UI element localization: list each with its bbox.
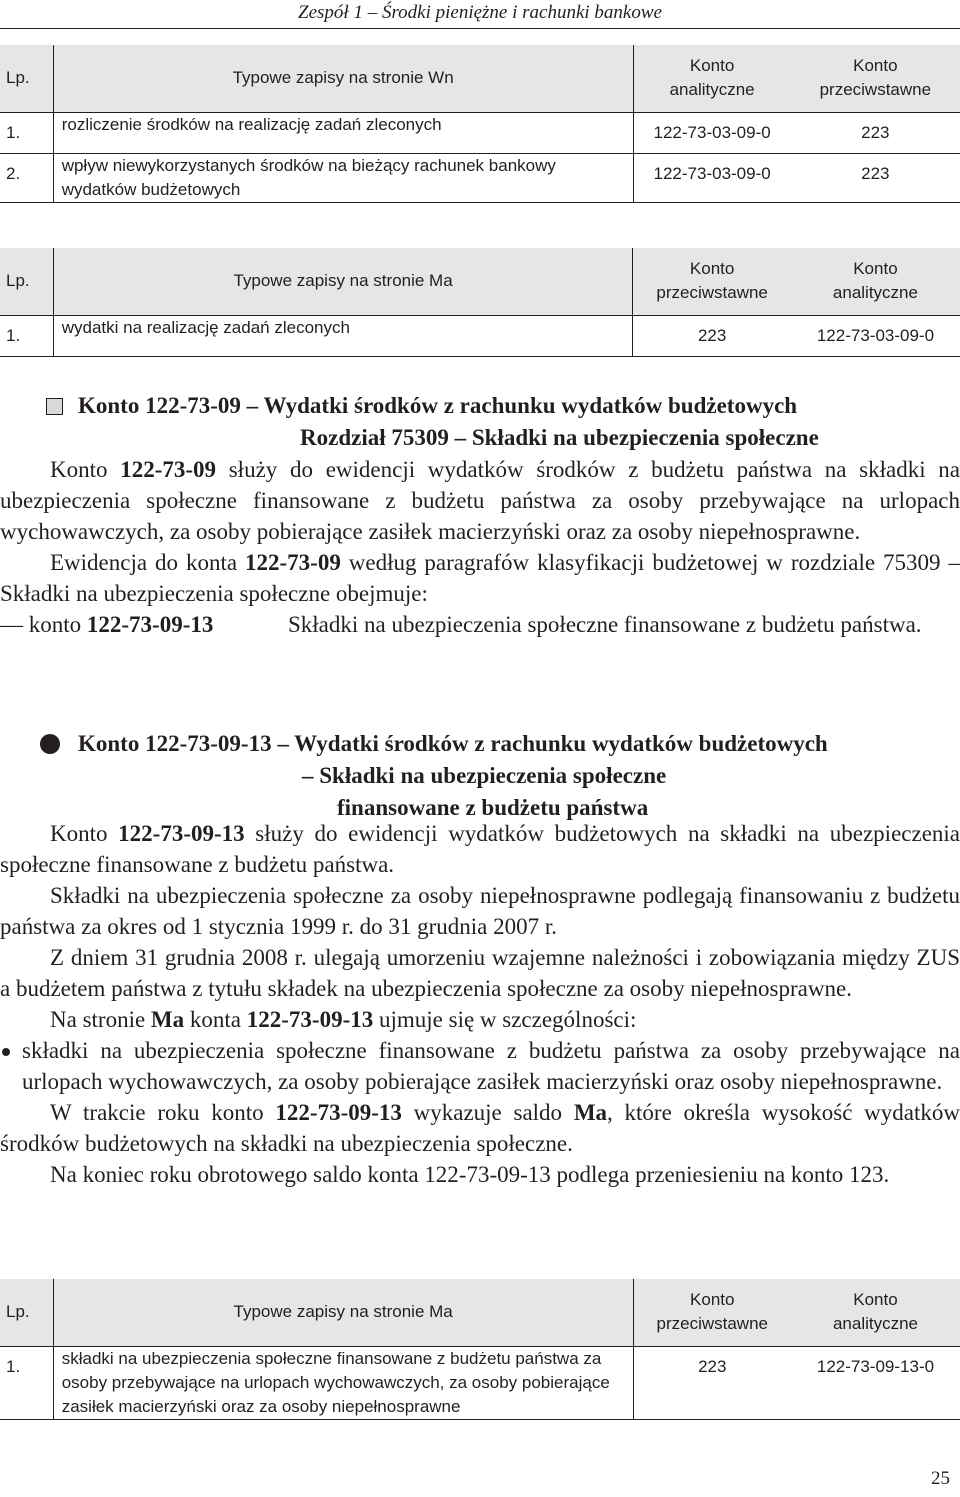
- col-k2-line1: Konto: [853, 56, 898, 76]
- col-k2-header: [791, 248, 960, 315]
- col-desc-header: Typowe zapisy na stronie Ma: [53, 248, 633, 315]
- row-lp: 1.: [0, 112, 53, 153]
- section2-bullet-item: [0, 1035, 960, 1097]
- section2-heading-line3: finansowane z budżetu państwa: [337, 795, 649, 820]
- section2-heading-line2: – Składki na ubezpieczenia społeczne: [302, 763, 667, 788]
- row-lp: 2.: [0, 153, 53, 202]
- text: W trakcie roku konto: [50, 1100, 276, 1125]
- square-bullet-icon: [46, 398, 63, 415]
- text: ujmuje się w szczególności:: [373, 1007, 637, 1032]
- col-lp-header: Lp.: [0, 1279, 53, 1346]
- col-k2-header: [791, 45, 960, 112]
- col-k2-line1: Konto: [853, 1290, 898, 1310]
- col-k2-line2: analityczne: [832, 1314, 919, 1334]
- row-k1: 122-73-03-09-0: [633, 153, 791, 202]
- text: służy do ewidencji wydatków budżetowych na składki na ubezpieczenia społeczne finansowane z budżetu państwa.: [0, 821, 960, 877]
- row-lp: 1.: [0, 1346, 53, 1419]
- col-k1-header: [633, 1279, 791, 1346]
- col-desc-header: Typowe zapisy na stronie Wn: [53, 45, 633, 112]
- row-lp: 1.: [0, 315, 53, 356]
- col-k2-line2: analityczne: [832, 283, 918, 303]
- text: według paragrafów klasyfikacji budżetowej w rozdziale 75309 – Składki na ubezpieczenia społeczne obejmuje:: [0, 550, 960, 606]
- text: , które określa wysokość wydatków środków budżetowych na składki na ubezpieczenia społeczne.: [0, 1100, 960, 1156]
- text: Konto: [50, 457, 121, 482]
- header-rule: [0, 28, 960, 29]
- col-k1-line1: Konto: [690, 1290, 735, 1310]
- section2-paragraph-6: Na koniec roku obrotowego saldo konta 122-73-09-13 podlega przeniesieniu na konto 123.: [50, 1162, 890, 1187]
- section2-paragraph-4: [0, 1004, 960, 1035]
- table-row: [0, 1346, 960, 1419]
- text: — konto: [0, 612, 87, 637]
- section2-heading-line1: Konto 122-73-09-13 – Wydatki środków z rachunku wydatków budżetowych: [78, 731, 828, 756]
- text: Składki na ubezpieczenia społeczne finansowane z budżetu państwa.: [288, 612, 922, 637]
- text: Na stronie: [50, 1007, 151, 1032]
- col-k2-header: [791, 1279, 960, 1346]
- side-label: Ma: [573, 1100, 608, 1125]
- col-k1-header: [633, 248, 791, 315]
- table-row: [0, 112, 960, 153]
- section2-paragraph-1: [0, 818, 960, 880]
- row-desc: wpływ niewykorzystanych środków na bieżący rachunek bankowy wydatków budżetowych: [53, 153, 633, 202]
- col-k1-line1: Konto: [689, 259, 735, 279]
- col-k2-line1: Konto: [853, 259, 898, 279]
- text: służy do ewidencji wydatków środków z budżetu państwa na składki na ubezpieczenia społeczne finansowane z budżetu państwa za osoby przebywające na urlopach wychowawczych, za osoby pobierające zasiłek macierzyński oraz za osoby niepełnosprawne.: [0, 457, 960, 544]
- col-lp-header: Lp.: [0, 45, 53, 112]
- row-k1: 223: [633, 1346, 791, 1419]
- table-ma-entries-2: [0, 1279, 960, 1420]
- table-row: [0, 153, 960, 202]
- row-k2: 223: [791, 153, 960, 202]
- section2-body: [0, 818, 960, 1190]
- text: konta: [184, 1007, 247, 1032]
- circle-bullet-icon: [40, 734, 60, 754]
- section2-heading: [0, 728, 960, 824]
- text: składki na ubezpieczenia społeczne finansowane z budżetu państwa za osoby przebywające na urlopach wychowawczych, za osoby pobierające zasiłek macierzyński oraz osoby niepełnosprawne.: [22, 1038, 960, 1094]
- section1-paragraph-2: [0, 547, 960, 609]
- row-k2: 223: [791, 112, 960, 153]
- section1-body: [0, 454, 960, 640]
- col-k1-line2: przeciwstawne: [656, 1314, 768, 1334]
- col-k1-header: [633, 45, 791, 112]
- table-ma-entries: [0, 248, 960, 357]
- row-desc: rozliczenie środków na realizację zadań zleconych: [53, 112, 633, 153]
- section1-list-item: [0, 609, 960, 640]
- account-number: 122-73-09-13: [118, 821, 245, 846]
- side-label: Ma: [150, 1007, 185, 1032]
- text: Ewidencja do konta: [50, 550, 245, 575]
- row-k1: 122-73-03-09-0: [633, 112, 791, 153]
- row-desc: składki na ubezpieczenia społeczne finansowane z budżetu państwa za osoby przebywające na urlopach wychowawczych, za osoby pobierające zasiłek macierzyński oraz za osoby niepełnosprawne: [53, 1346, 633, 1419]
- section2-paragraph-2: Składki na ubezpieczenia społeczne za osoby niepełnosprawne podlegają finansowaniu z budżetu państwa za okres od 1 stycznia 1999 r. do 31 grudnia 2007 r.: [0, 883, 960, 939]
- table-row: [0, 315, 960, 356]
- list-dash-prefix: [0, 609, 213, 640]
- page-number: 25: [931, 1468, 950, 1489]
- section2-paragraph-5: [0, 1097, 960, 1159]
- col-desc-header: Typowe zapisy na stronie Ma: [53, 1279, 633, 1346]
- col-lp-header: Lp.: [0, 248, 53, 315]
- account-number: 122-73-09-13: [275, 1100, 402, 1125]
- account-number: 122-73-09: [120, 457, 217, 482]
- table-wn-entries: [0, 45, 960, 203]
- section1-heading-line2: Rozdział 75309 – Składki na ubezpieczenia społeczne: [300, 425, 819, 450]
- account-number: 122-73-09-13: [246, 1007, 374, 1032]
- col-k1-line1: Konto: [689, 56, 735, 76]
- row-k1: 223: [633, 315, 791, 356]
- section1-heading-line1: Konto 122-73-09 – Wydatki środków z rachunku wydatków budżetowych: [78, 393, 798, 418]
- row-desc: wydatki na realizację zadań zleconych: [53, 315, 633, 356]
- row-k2: 122-73-03-09-0: [791, 315, 960, 356]
- account-number: 122-73-09-13: [86, 612, 214, 637]
- col-k2-line2: przeciwstawne: [819, 80, 932, 100]
- account-number: 122-73-09: [245, 550, 341, 575]
- col-k1-line2: przeciwstawne: [656, 283, 768, 303]
- section1-paragraph-1: [0, 454, 960, 547]
- section1-heading: [0, 390, 960, 454]
- running-header: Zespół 1 – Środki pieniężne i rachunki bankowe: [298, 2, 662, 23]
- text: wykazuje saldo: [401, 1100, 574, 1125]
- col-k1-line2: analityczne: [669, 80, 755, 100]
- row-k2: 122-73-09-13-0: [791, 1346, 960, 1419]
- section2-paragraph-3: Z dniem 31 grudnia 2008 r. ulegają umorzeniu wzajemne należności i zobowiązania między ZUS a budżetem państwa z tytułu składek na ubezpieczenia społeczne za osoby niepełnosprawne.: [0, 945, 960, 1001]
- bullet-dot-icon: [2, 1048, 10, 1056]
- text: Konto: [50, 821, 119, 846]
